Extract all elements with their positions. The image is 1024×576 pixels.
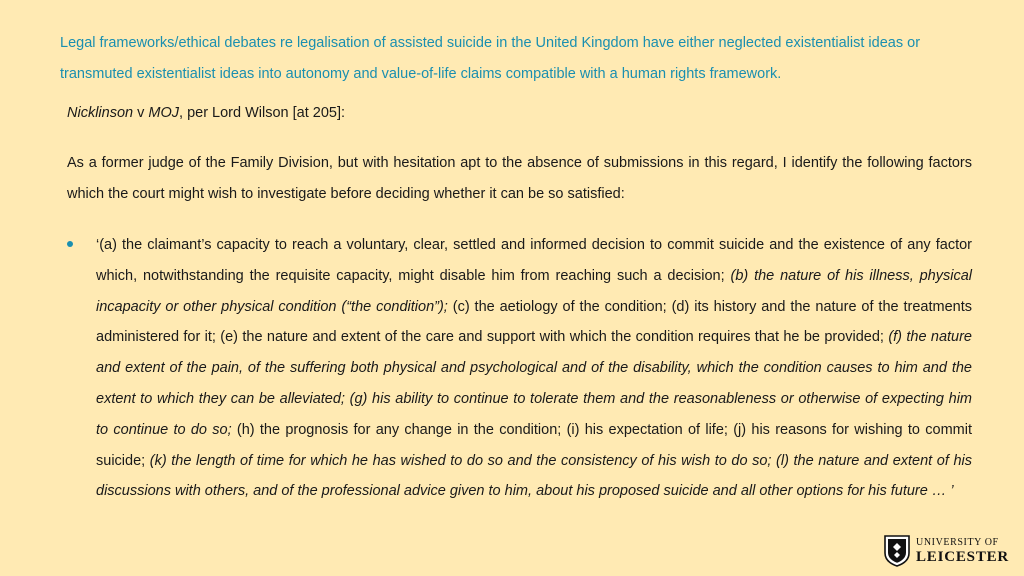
logo-line-1: UNIVERSITY OF [916, 537, 999, 548]
case-versus: v [133, 105, 149, 121]
logo-line-2: LEICESTER [916, 549, 1010, 565]
quote-bullet [67, 230, 972, 507]
intro-paragraph: As a former judge of the Family Division, but with hesitation apt to the absence of submissions in this regard, I identify the following factors which the court might wish to investigate before deciding whether it can be so satisfied: [67, 155, 972, 202]
university-logo [884, 534, 1009, 568]
quote-part-k-l: (k) the length of time for which he has wished to do so and the consistency of his wish to do so; (l) the nature and extent of his discussions with others, and of the professional advice given to him, about his proposed suicide and all other options for his future … ’ [96, 452, 972, 500]
quote-part-h-j: (h) the prognosis for any change in the condition; (i) his expectation of life; (j) his reasons for wishing to commit suicide; [96, 421, 972, 469]
slide-title: Legal frameworks/ethical debates re legalisation of assisted suicide in the United Kingdom have either neglected existentialist ideas or transmuted existentialist ideas into autonomy and value-of-life claims compatible with a human rights framework. [60, 35, 921, 82]
case-citation: , per Lord Wilson [at 205]: [179, 105, 346, 121]
case-party: MOJ [148, 105, 180, 121]
bullet-dot-icon [67, 241, 73, 247]
quote-part-f-g: (f) the nature and extent of the pain, of the suffering both physical and psychological and of the disability, which the condition causes to him and the extent to which they can be alleviated; (g) his ability to continue to tolerate them and the reasonableness or otherwise of expecting him to continue to do so; [96, 329, 973, 438]
case-name: Nicklinson [67, 105, 134, 121]
quote-part-b: (b) the nature of his illness, physical incapacity or other physical condition (“the condition”); [96, 267, 972, 315]
quote-part-a: ‘(a) the claimant’s capacity to reach a voluntary, clear, settled and informed decision to commit suicide and the existence of any factor which, notwithstanding the requisite capacity, might disable him from reaching such a decision; [96, 237, 972, 284]
case-reference [67, 101, 967, 125]
shield-icon [884, 535, 910, 567]
quote-text [96, 230, 972, 507]
logo-wordmark [916, 537, 1009, 565]
quote-part-c-e: (c) the aetiology of the condition; (d) its history and the nature of the treatments administered for it; (e) the nature and extent of the care and support with which the condition requires that he be provided; [96, 298, 972, 346]
